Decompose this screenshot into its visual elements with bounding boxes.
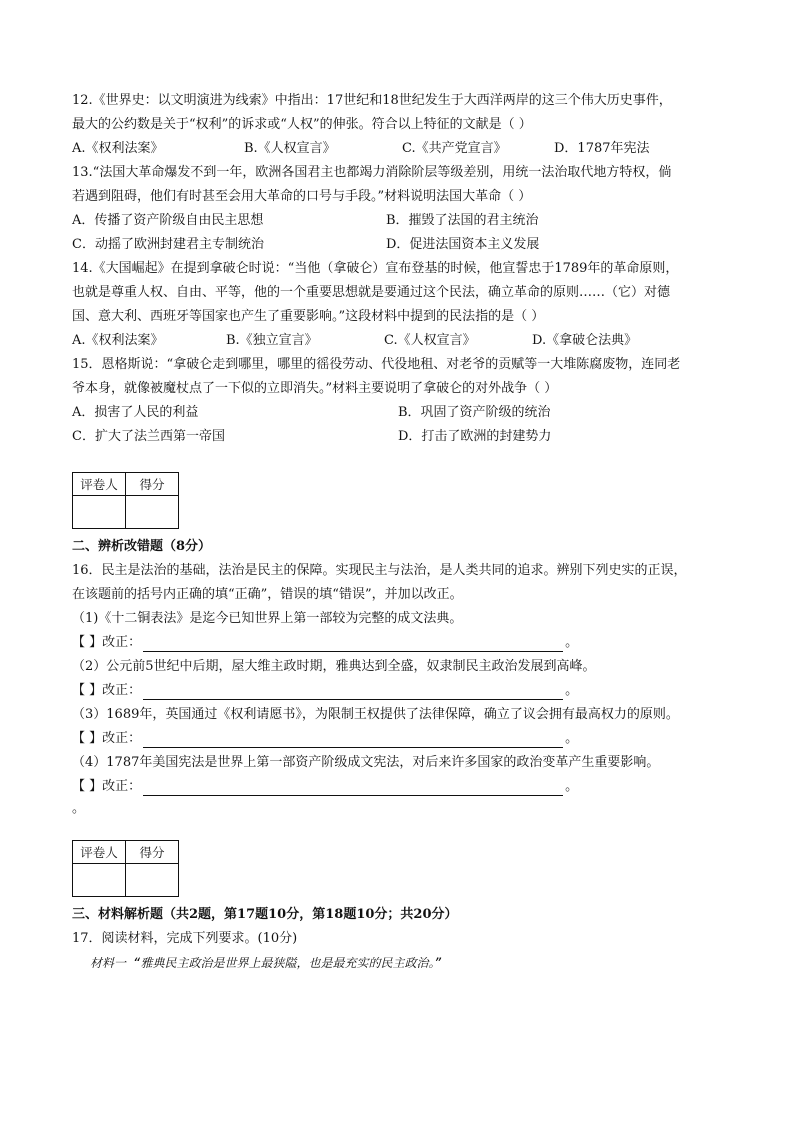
q13-option-a: A．传播了资产阶级自由民主思想 — [72, 213, 264, 228]
answer-bracket-label: 【 】改正： — [72, 779, 142, 794]
answer-period: 。 — [565, 683, 579, 698]
q17-material1: 材料一 “雅典民主政治是世界上最狭隘，也是最充实的民主政治。” — [90, 956, 442, 970]
q15-stem-line1: 15．恩格斯说：“拿破仑走到哪里，哪里的徭役劳动、代役地租、对老爷的贡赋等一大堆陈腐废物，连同老 — [72, 357, 681, 372]
q14-stem-line1: 14.《大国崛起》在提到拿破仑时说：“当他（拿破仑）宣布登基的时候，他宣誓忠于1789年的革命原则， — [72, 261, 679, 276]
q16-answer-row-3 — [72, 730, 578, 748]
q16-answer-row-4 — [72, 778, 578, 796]
q16-item-1: （1)《十二铜表法》是迄今已知世界上第一部较为完整的成文法典。 — [72, 611, 463, 626]
answer-line[interactable] — [143, 781, 563, 796]
q12-options — [72, 140, 732, 158]
grader-cell — [73, 864, 126, 897]
answer-line[interactable] — [143, 733, 563, 748]
section2-title: 二、辨析改错题（8分） — [72, 539, 212, 554]
q13-stem-line2: 若遇到阻碍，他们有时甚至会用大革命的口号与手段。”材料说明法国大革命（ ） — [72, 189, 532, 204]
q15-stem-line2: 爷本身，就像被魔杖点了一下似的立即消失。”材料主要说明了拿破仑的对外战争（ ） — [72, 381, 558, 396]
q12-stem-line2: 最大的公约数是关于“权利”的诉求或“人权”的伸张。符合以上特征的文献是（ ） — [72, 117, 532, 132]
q14-stem-line3: 国、意大利、西班牙等国家也产生了重要影响。”这段材料中提到的民法指的是（ ） — [72, 309, 545, 324]
q14-option-a: A.《权利法案》 — [72, 333, 164, 348]
q16-item-3: （3）1689年，英国通过《权利请愿书》，为限制王权提供了法律保障，确立了议会拥有最高权力的原则。 — [72, 707, 679, 722]
q14-stem-line2: 也就是尊重人权、自由、平等，他的一个重要思想就是要通过这个民法，确立革命的原则……（它）对德 — [72, 285, 671, 300]
q13-options-row1 — [72, 212, 732, 230]
q16-answer-row-1 — [72, 634, 578, 652]
q12-option-d: D．1787年宪法 — [554, 141, 650, 156]
q16-item-4: （4）1787年美国宪法是世界上第一部资产阶级成文宪法，对后来许多国家的政治变革产生重要影响。 — [72, 755, 660, 770]
grader-header: 评卷人 — [73, 841, 126, 864]
answer-line[interactable] — [143, 685, 563, 700]
score-header: 得分 — [126, 841, 179, 864]
q13-option-d: D．促进法国资本主义发展 — [386, 237, 540, 252]
q14-option-b: B.《独立宣言》 — [226, 333, 318, 348]
q15-option-d: D．打击了欧洲的封建势力 — [398, 429, 552, 444]
score-table-section2 — [72, 472, 179, 529]
q13-options-row2 — [72, 236, 732, 254]
q15-options-row1 — [72, 404, 732, 422]
q15-option-b: B．巩固了资产阶级的统治 — [398, 405, 551, 420]
q13-option-b: B．摧毁了法国的君主统治 — [386, 213, 539, 228]
grader-cell — [73, 496, 126, 529]
q16-stem-line2: 在该题前的括号内正确的填“正确”，错误的填“错误”，并加以改正。 — [72, 587, 463, 602]
q14-options — [72, 332, 732, 350]
score-cell — [126, 864, 179, 897]
q12-stem-line1: 12.《世界史：以文明演进为线索》中指出：17世纪和18世纪发生于大西洋两岸的这三个伟大历史事件， — [72, 93, 672, 108]
q14-option-c: C.《人权宣言》 — [384, 333, 476, 348]
score-header: 得分 — [126, 473, 179, 496]
q16-answer-row-2 — [72, 682, 578, 700]
q13-option-c: C．动摇了欧洲封建君主专制统治 — [72, 237, 264, 252]
answer-period: 。 — [565, 635, 579, 650]
q12-option-c: C.《共产党宣言》 — [402, 141, 507, 156]
answer-period: 。 — [565, 731, 579, 746]
trailing-period: 。 — [72, 801, 86, 816]
q12-option-b: B.《人权宣言》 — [244, 141, 336, 156]
answer-bracket-label: 【 】改正： — [72, 683, 142, 698]
q16-stem-line1: 16．民主是法治的基础，法治是民主的保障。实现民主与法治，是人类共同的追求。辨别下列史实的正误， — [72, 563, 687, 578]
q17-stem: 17．阅读材料，完成下列要求。(10分) — [72, 931, 298, 946]
q15-options-row2 — [72, 428, 732, 446]
q14-option-d: D.《拿破仑法典》 — [532, 333, 638, 348]
answer-period: 。 — [565, 779, 579, 794]
q15-option-a: A．损害了人民的利益 — [72, 405, 199, 420]
section3-title: 三、材料解析题（共2题，第17题10分，第18题10分；共20分） — [72, 907, 458, 922]
q15-option-c: C．扩大了法兰西第一帝国 — [72, 429, 225, 444]
answer-bracket-label: 【 】改正： — [72, 731, 142, 746]
q16-item-2: （2）公元前5世纪中后期，屋大维主政时期，雅典达到全盛，奴隶制民主政治发展到高峰。 — [72, 659, 596, 674]
score-table-section3 — [72, 840, 179, 897]
q13-stem-line1: 13.“法国大革命爆发不到一年，欧洲各国君主也都竭力消除阶层等级差别，用统一法治取代地方特权，倘 — [72, 165, 672, 180]
q12-option-a: A.《权利法案》 — [72, 141, 164, 156]
score-cell — [126, 496, 179, 529]
answer-bracket-label: 【 】改正： — [72, 635, 142, 650]
answer-line[interactable] — [143, 637, 563, 652]
grader-header: 评卷人 — [73, 473, 126, 496]
